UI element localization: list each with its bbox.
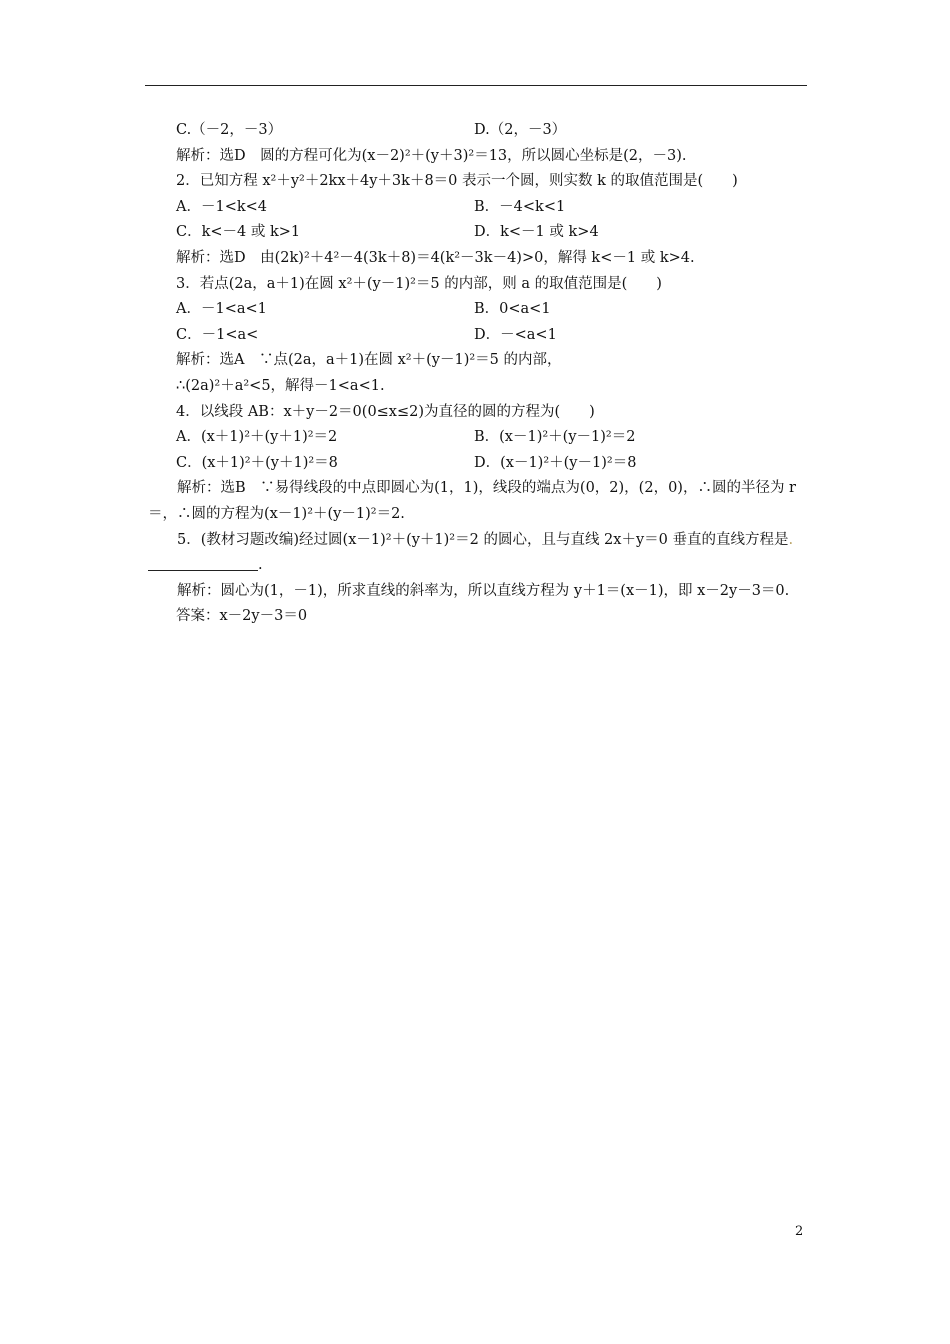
option-d: D．－<a<1 bbox=[474, 326, 557, 343]
option-c: C．－1<a< bbox=[176, 326, 259, 343]
option-row bbox=[176, 425, 808, 451]
answer-blank bbox=[148, 556, 258, 571]
option-d: D．(x－1)²＋(y－1)²＝8 bbox=[474, 454, 637, 471]
solution-3-cont: ∴(2a)²＋a²<5，解得－1<a<1. bbox=[176, 377, 385, 394]
option-b: B．0<a<1 bbox=[474, 301, 551, 318]
question-4: 4．以线段 AB：x＋y－2＝0(0≤x≤2)为直径的圆的方程为( ) bbox=[176, 403, 595, 420]
option-c: C．(x＋1)²＋(y＋1)²＝8 bbox=[176, 454, 338, 471]
option-c: C．k<－4 或 k>1 bbox=[176, 224, 301, 241]
question-3: 3．若点(2a，a＋1)在圆 x²＋(y－1)²＝5 的内部，则 a 的取值范围是( ) bbox=[176, 275, 662, 292]
option-row bbox=[176, 297, 808, 323]
option-row bbox=[176, 195, 808, 221]
option-a: A．－1<k<4 bbox=[176, 198, 268, 215]
page-number: 2 bbox=[795, 1224, 804, 1239]
answer-5: 答案：x－2y－3＝0 bbox=[176, 608, 308, 625]
option-row bbox=[176, 451, 808, 477]
solution-2: 解析：选D 由(2k)²＋4²－4(3k＋8)＝4(k²－3k－4)>0，解得 k<－1 或 k>4. bbox=[176, 249, 695, 266]
solution-1: 解析：选D 圆的方程可化为(x－2)²＋(y＋3)²＝13，所以圆心坐标是(2，－3). bbox=[176, 147, 687, 164]
question-5-text: 5．(教材习题改编)经过圆(x－1)²＋(y＋1)²＝2 的圆心，且与直线 2x＋y＝0 垂直的直线方程是 bbox=[148, 531, 789, 548]
option-row bbox=[176, 118, 808, 144]
solution-3: 解析：选A ∵点(2a，a＋1)在圆 x²＋(y－1)²＝5 的内部， bbox=[176, 352, 562, 369]
option-row bbox=[176, 220, 808, 246]
solution-5: 解析：圆心为(1，－1)，所求直线的斜率为，所以直线方程为 y＋1＝(x－1)，即 x－2y－3＝0. bbox=[148, 582, 790, 599]
document-body bbox=[148, 118, 808, 630]
question-2: 2．已知方程 x²＋y²＋2kx＋4y＋3k＋8＝0 表示一个圆，则实数 k 的取值范围是( ) bbox=[176, 173, 738, 190]
option-a: A．－1<a<1 bbox=[176, 301, 267, 318]
option-b: B．(x－1)²＋(y－1)²＝2 bbox=[474, 429, 636, 446]
blank-marker-icon: . bbox=[788, 531, 794, 548]
option-row bbox=[176, 323, 808, 349]
option-a: A．(x＋1)²＋(y＋1)²＝2 bbox=[176, 429, 338, 446]
option-c: C.（－2，－3） bbox=[176, 122, 283, 138]
option-b: B．－4<k<1 bbox=[474, 198, 566, 215]
question-5: 5．(教材习题改编)经过圆(x－1)²＋(y＋1)²＝2 的圆心，且与直线 2x＋y＝0 垂直的直线方程是.. bbox=[148, 531, 794, 574]
option-d: D．k<－1 或 k>4 bbox=[474, 224, 599, 241]
option-d: D.（2，－3） bbox=[474, 122, 567, 138]
header-rule bbox=[145, 85, 807, 86]
solution-4: 解析：选B ∵易得线段的中点即圆心为(1，1)，线段的端点为(0，2)，(2，0)，∴圆的半径为 r＝，∴圆的方程为(x－1)²＋(y－1)²＝2. bbox=[148, 480, 796, 522]
